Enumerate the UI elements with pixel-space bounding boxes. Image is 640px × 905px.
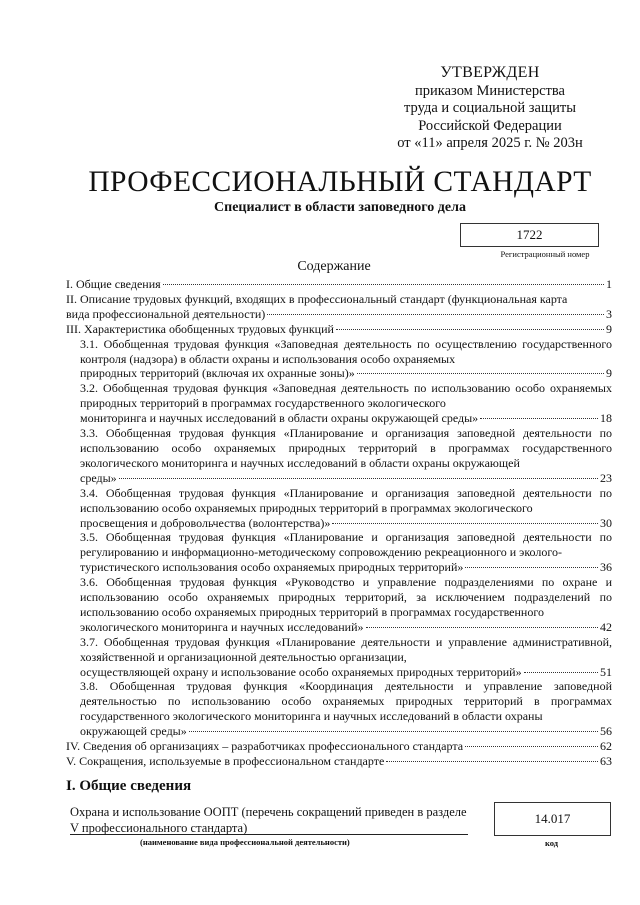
toc-page-number: 63 xyxy=(600,754,612,768)
toc-page-number: 1 xyxy=(606,277,612,291)
toc-page-number: 51 xyxy=(600,664,612,679)
document-title: ПРОФЕССИОНАЛЬНЫЙ СТАНДАРТ xyxy=(88,166,592,198)
toc-entry-text: 3.4. Обобщенная трудовая функция «Планирование и организация заповедной деятельности по использованию особо охраняемых природных территорий в программах экологического xyxy=(80,485,612,515)
toc-entry-text: III. Характеристика обобщенных трудовых функций xyxy=(66,321,334,336)
toc-entry[interactable] xyxy=(66,486,612,531)
approval-line: от «11» апреля 2025 г. № 203н xyxy=(397,135,583,152)
approval-stamp xyxy=(372,64,608,153)
toc-page-number: 62 xyxy=(600,739,612,754)
approval-line: приказом Министерства xyxy=(415,82,565,99)
toc-entry[interactable] xyxy=(66,426,612,486)
toc-entry[interactable] xyxy=(66,337,612,382)
toc-entry-text: 3.2. Обобщенная трудовая функция «Заповедная деятельность по использованию особо охраняемых природных территорий в программах государственного экологического xyxy=(80,381,612,411)
toc-page-number: 23 xyxy=(600,470,612,485)
toc-entry[interactable] xyxy=(66,739,612,754)
toc-entry-text: окружающей среды» xyxy=(80,724,187,739)
activity-code-caption: код xyxy=(544,838,559,848)
toc-page-number: 36 xyxy=(600,560,612,575)
toc-entry-text: просвещения и добровольчества (волонтерства)» xyxy=(80,515,331,530)
toc-page-number: 42 xyxy=(600,619,612,634)
toc-entry-text: среды» xyxy=(80,470,117,485)
toc-entry[interactable] xyxy=(66,322,612,337)
activity-code-box: 14.017 xyxy=(494,802,611,836)
toc-entry-text: II. Описание трудовых функций, входящих в профессиональный стандарт (функциональная карта xyxy=(66,291,568,306)
approval-line: Российской Федерации xyxy=(418,117,562,134)
toc-page-number: 3 xyxy=(606,306,612,321)
toc-entry-text: 3.5. Обобщенная трудовая функция «Планирование и организация заповедной деятельности по регулированию и информационно-методическому сопровождению рекреационного и эколого- xyxy=(80,530,612,560)
toc-page-number: 30 xyxy=(600,515,612,530)
toc-entry-text: I. Общие сведения xyxy=(66,277,161,291)
toc-page-number: 9 xyxy=(606,321,612,336)
toc-title: Содержание xyxy=(297,259,371,274)
toc-entry-text: природных территорий (включая их охранные зоны)» xyxy=(80,366,355,381)
toc-entry[interactable] xyxy=(66,635,612,680)
toc-entry[interactable] xyxy=(66,277,612,292)
approval-line: труда и социальной защиты xyxy=(404,100,576,117)
toc-entry[interactable] xyxy=(66,575,612,635)
table-of-contents xyxy=(66,277,612,769)
toc-entry-text: осуществляющей охрану и использование особо охраняемых природных территорий» xyxy=(80,664,522,679)
toc-entry-text: V. Сокращения, используемые в профессиональном стандарте xyxy=(66,754,385,768)
approval-heading: УТВЕРЖДЕН xyxy=(440,64,540,81)
registration-number-label: Регистрационный номер xyxy=(500,249,590,259)
toc-page-number: 56 xyxy=(600,724,612,739)
toc-page-number: 9 xyxy=(606,366,612,381)
document-subtitle: Специалист в области заповедного дела xyxy=(214,200,466,215)
activity-caption: (наименование вида профессиональной деятельности) xyxy=(140,837,350,847)
toc-entry[interactable] xyxy=(66,679,612,739)
toc-entry-text: 3.3. Обобщенная трудовая функция «Планирование и организация заповедной деятельности по использованию особо охраняемых природных территорий в программах государственного экологического мониторинга и научных исследований в области охраны окружающей xyxy=(80,426,612,470)
toc-entry-text: мониторинга и научных исследований в области охраны окружающей среды» xyxy=(80,411,479,426)
toc-entry-text: 3.6. Обобщенная трудовая функция «Руководство и управление подразделениями по охране и использованию особо охраняемых природных территорий, за исключением подразделений по использованию особо охраняемых природных территорий в программах государственного xyxy=(80,575,612,619)
toc-entry[interactable] xyxy=(66,381,612,426)
toc-entry-text: экологического мониторинга и научных исследований» xyxy=(80,619,364,634)
toc-entry-text: 3.7. Обобщенная трудовая функция «Планирование деятельности и управление административной, хозяйственной и организационной деятельностью организации, xyxy=(80,634,612,664)
activity-name: Охрана и использование ООПТ (перечень сокращений приведен в разделе V профессионального стандарта) xyxy=(70,805,467,835)
toc-entry[interactable] xyxy=(66,754,612,769)
toc-entry-text: IV. Сведения об организациях – разработчиках профессионального стандарта xyxy=(66,739,464,754)
section-heading: I. Общие сведения xyxy=(66,778,192,794)
toc-entry[interactable] xyxy=(66,292,612,322)
toc-entry-text: 3.8. Обобщенная трудовая функция «Координация деятельности и управление заповедной деятельностью по использованию особо охраняемых природных территорий в программах государственного экологического мониторинга и научных исследований в области охраны xyxy=(80,679,612,724)
activity-underline xyxy=(70,834,468,835)
toc-entry-text: 3.1. Обобщенная трудовая функция «Заповедная деятельность по осуществлению государственного контроля (надзора) в области охраны и использования особо охраняемых xyxy=(80,336,612,366)
toc-entry-text: туристического использования особо охраняемых природных территорий» xyxy=(80,560,464,575)
toc-entry[interactable] xyxy=(66,530,612,575)
toc-entry-text: вида профессиональной деятельности) xyxy=(66,306,266,321)
toc-page-number: 18 xyxy=(600,411,612,426)
registration-number-box: 1722 xyxy=(460,223,599,247)
